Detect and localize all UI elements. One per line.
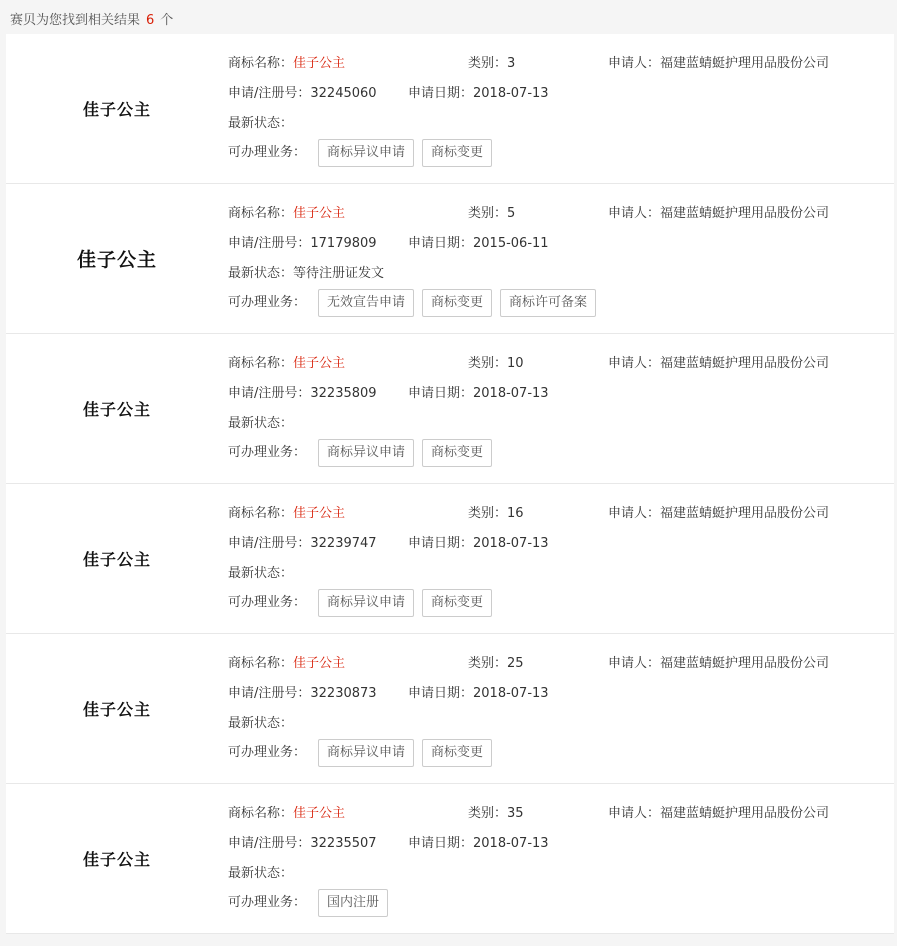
- applicant-label: 申请人：: [608, 356, 661, 371]
- reg-no-value: 32235507: [310, 836, 377, 851]
- trademark-name-value[interactable]: 佳子公主: [293, 506, 346, 521]
- apply-date-field: [408, 234, 549, 254]
- apply-date-value: 2018-07-13: [473, 686, 549, 701]
- trademark-name-field: [228, 54, 345, 74]
- row-basic-info: [228, 654, 868, 674]
- trademark-name-label: 商标名称：: [228, 806, 294, 821]
- trademark-result-item: [6, 634, 894, 784]
- row-services: [228, 439, 500, 467]
- services-label: 可办理业务：: [228, 295, 307, 310]
- class-value: 35: [507, 806, 524, 821]
- reg-no-value: 32230873: [310, 686, 377, 701]
- apply-date-value: 2018-07-13: [473, 86, 549, 101]
- reg-no-label: 申请/注册号：: [228, 86, 311, 101]
- trademark-logo[interactable]: 佳子公主: [82, 550, 151, 569]
- class-label: 类别：: [468, 806, 508, 821]
- apply-date-label: 申请日期：: [408, 86, 474, 101]
- row-status: [228, 264, 384, 284]
- trademark-name-value[interactable]: 佳子公主: [293, 656, 346, 671]
- apply-date-label: 申请日期：: [408, 236, 474, 251]
- applicant-value: 福建蓝蜻蜓护理用品股份公司: [660, 506, 830, 521]
- applicant-field: [608, 654, 829, 674]
- applicant-value: 福建蓝蜻蜓护理用品股份公司: [660, 656, 830, 671]
- trademark-change-button[interactable]: 商标变更: [422, 589, 492, 617]
- applicant-field: [608, 54, 829, 74]
- trademark-result-item: [6, 184, 894, 334]
- services-label: 可办理业务：: [228, 145, 307, 160]
- row-status: [228, 414, 293, 434]
- applicant-field: [608, 504, 829, 524]
- apply-date-value: 2018-07-13: [473, 536, 549, 551]
- row-status: [228, 714, 293, 734]
- trademark-opposition-button[interactable]: 商标异议申请: [318, 739, 414, 767]
- results-summary-suffix: 个: [160, 13, 174, 28]
- trademark-change-button[interactable]: 商标变更: [422, 739, 492, 767]
- trademark-logo[interactable]: 佳子公主: [82, 700, 151, 719]
- apply-date-field: [408, 684, 549, 704]
- reg-no-value: 17179809: [310, 236, 377, 251]
- class-label: 类别：: [468, 356, 508, 371]
- status-label: 最新状态：: [228, 566, 294, 581]
- trademark-opposition-button[interactable]: 商标异议申请: [318, 139, 414, 167]
- trademark-result-item: [6, 334, 894, 484]
- reg-no-field: [228, 534, 377, 554]
- apply-date-label: 申请日期：: [408, 836, 474, 851]
- reg-no-field: [228, 384, 377, 404]
- row-basic-info: [228, 204, 868, 224]
- trademark-result-item: [6, 784, 894, 934]
- class-value: 16: [507, 506, 524, 521]
- reg-no-field: [228, 84, 377, 104]
- reg-no-label: 申请/注册号：: [228, 536, 311, 551]
- apply-date-field: [408, 84, 549, 104]
- trademark-name-label: 商标名称：: [228, 56, 294, 71]
- trademark-result-item: [6, 484, 894, 634]
- trademark-name-field: [228, 654, 345, 674]
- class-label: 类别：: [468, 656, 508, 671]
- status-label: 最新状态：: [228, 116, 294, 131]
- trademark-name-field: [228, 504, 345, 524]
- trademark-name-field: [228, 204, 345, 224]
- class-label: 类别：: [468, 206, 508, 221]
- applicant-label: 申请人：: [608, 56, 661, 71]
- apply-date-value: 2015-06-11: [473, 236, 549, 251]
- row-basic-info: [228, 354, 868, 374]
- status-label: 最新状态：: [228, 416, 294, 431]
- class-field: [468, 54, 515, 74]
- row-status: [228, 114, 293, 134]
- row-services: [228, 589, 500, 617]
- class-field: [468, 354, 524, 374]
- trademark-change-button[interactable]: 商标变更: [422, 289, 492, 317]
- row-registration-info: [228, 534, 868, 554]
- applicant-value: 福建蓝蜻蜓护理用品股份公司: [660, 806, 830, 821]
- trademark-change-button[interactable]: 商标变更: [422, 439, 492, 467]
- row-services: [228, 739, 500, 767]
- class-value: 25: [507, 656, 524, 671]
- applicant-label: 申请人：: [608, 656, 661, 671]
- class-field: [468, 654, 524, 674]
- class-value: 3: [507, 56, 516, 71]
- trademark-logo[interactable]: 佳子公主: [82, 850, 151, 869]
- trademark-name-field: [228, 804, 345, 824]
- applicant-value: 福建蓝蜻蜓护理用品股份公司: [660, 56, 830, 71]
- class-field: [468, 204, 515, 224]
- applicant-field: [608, 804, 829, 824]
- services-label: 可办理业务：: [228, 745, 307, 760]
- class-field: [468, 504, 524, 524]
- apply-date-value: 2018-07-13: [473, 836, 549, 851]
- trademark-name-value[interactable]: 佳子公主: [293, 206, 346, 221]
- results-list: [6, 34, 894, 934]
- class-value: 10: [507, 356, 524, 371]
- reg-no-label: 申请/注册号：: [228, 236, 311, 251]
- applicant-label: 申请人：: [608, 506, 661, 521]
- trademark-opposition-button[interactable]: 商标异议申请: [318, 439, 414, 467]
- row-status: [228, 864, 293, 884]
- trademark-name-label: 商标名称：: [228, 356, 294, 371]
- row-basic-info: [228, 54, 868, 74]
- reg-no-field: [228, 834, 377, 854]
- row-basic-info: [228, 804, 868, 824]
- trademark-logo[interactable]: 佳子公主: [82, 400, 151, 419]
- row-services: [228, 139, 500, 167]
- applicant-label: 申请人：: [608, 206, 661, 221]
- apply-date-label: 申请日期：: [408, 686, 474, 701]
- class-field: [468, 804, 524, 824]
- row-registration-info: [228, 384, 868, 404]
- services-label: 可办理业务：: [228, 895, 307, 910]
- services-label: 可办理业务：: [228, 595, 307, 610]
- trademark-change-button[interactable]: 商标变更: [422, 139, 492, 167]
- trademark-logo[interactable]: 佳子公主: [76, 249, 157, 271]
- apply-date-label: 申请日期：: [408, 536, 474, 551]
- apply-date-value: 2018-07-13: [473, 386, 549, 401]
- results-count: 6: [146, 13, 155, 28]
- applicant-value: 福建蓝蜻蜓护理用品股份公司: [660, 206, 830, 221]
- row-registration-info: [228, 684, 868, 704]
- trademark-name-field: [228, 354, 345, 374]
- status-label: 最新状态：: [228, 716, 294, 731]
- invalidation-request-button[interactable]: 无效宣告申请: [318, 289, 414, 317]
- applicant-field: [608, 354, 829, 374]
- apply-date-label: 申请日期：: [408, 386, 474, 401]
- apply-date-field: [408, 384, 549, 404]
- row-registration-info: [228, 234, 868, 254]
- results-summary-prefix: 赛贝为您找到相关结果: [10, 13, 141, 28]
- reg-no-value: 32245060: [310, 86, 377, 101]
- license-filing-button[interactable]: 商标许可备案: [500, 289, 596, 317]
- row-basic-info: [228, 504, 868, 524]
- reg-no-label: 申请/注册号：: [228, 836, 311, 851]
- row-registration-info: [228, 84, 868, 104]
- trademark-name-label: 商标名称：: [228, 206, 294, 221]
- applicant-value: 福建蓝蜻蜓护理用品股份公司: [660, 356, 830, 371]
- class-label: 类别：: [468, 506, 508, 521]
- reg-no-label: 申请/注册号：: [228, 386, 311, 401]
- trademark-result-item: [6, 34, 894, 184]
- reg-no-field: [228, 234, 377, 254]
- status-label: 最新状态：: [228, 866, 294, 881]
- apply-date-field: [408, 834, 549, 854]
- trademark-logo[interactable]: 佳子公主: [82, 100, 151, 119]
- row-services: [228, 889, 396, 917]
- row-registration-info: [228, 834, 868, 854]
- class-label: 类别：: [468, 56, 508, 71]
- trademark-name-label: 商标名称：: [228, 656, 294, 671]
- results-summary: [0, 0, 897, 34]
- reg-no-label: 申请/注册号：: [228, 686, 311, 701]
- row-status: [228, 564, 293, 584]
- reg-no-value: 32235809: [310, 386, 377, 401]
- status-label: 最新状态：: [228, 266, 294, 281]
- reg-no-value: 32239747: [310, 536, 377, 551]
- apply-date-field: [408, 534, 549, 554]
- trademark-name-value[interactable]: 佳子公主: [293, 356, 346, 371]
- domestic-registration-button[interactable]: 国内注册: [318, 889, 388, 917]
- trademark-name-value[interactable]: 佳子公主: [293, 56, 346, 71]
- status-value: 等待注册证发文: [293, 266, 385, 281]
- trademark-name-value[interactable]: 佳子公主: [293, 806, 346, 821]
- services-label: 可办理业务：: [228, 445, 307, 460]
- applicant-label: 申请人：: [608, 806, 661, 821]
- row-services: [228, 289, 604, 317]
- trademark-name-label: 商标名称：: [228, 506, 294, 521]
- class-value: 5: [507, 206, 516, 221]
- reg-no-field: [228, 684, 377, 704]
- trademark-opposition-button[interactable]: 商标异议申请: [318, 589, 414, 617]
- applicant-field: [608, 204, 829, 224]
